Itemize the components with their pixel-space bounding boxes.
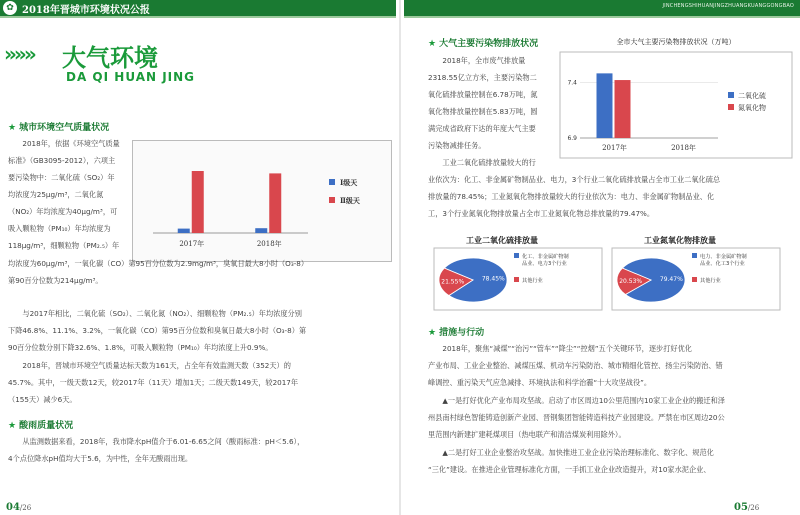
legend-swatch xyxy=(728,92,734,98)
text-line: ▲一是打好优化产业布局攻坚战。启动了市区周边10公里范围内10家工业企业的搬迁和泽 xyxy=(442,396,725,405)
bar-0-0 xyxy=(597,73,613,138)
text-line: “三化”建设。在推进企业管理标准化方面，一手抓工业企业改造提升，对10家水泥企业、 xyxy=(428,465,711,474)
text-line: 吸入颗粒物（PM₁₀）年均浓度为 xyxy=(8,224,111,233)
air-days-chart-svg xyxy=(133,141,391,261)
text-line: 州县南村绿色智能铸造创新产业园、晋钢集团智能铸造科技产业园建设。严禁在市区周边20公 xyxy=(428,413,725,422)
right-page xyxy=(400,0,800,515)
x-tick-label: 2017年 xyxy=(179,240,205,248)
nox-pie-chart xyxy=(606,234,792,314)
nox-pie-chart-svg xyxy=(606,234,792,314)
pie-title: 工业氮氧化物排放量 xyxy=(644,236,716,245)
air-quality-para-3 xyxy=(8,357,393,408)
legend-swatch xyxy=(514,277,519,282)
right-header-bar xyxy=(404,0,800,16)
star-icon: ★ xyxy=(8,421,17,431)
page-title: 大气环境 xyxy=(62,44,158,72)
text-line: 业依次为：化工、非金属矿物制品业、电力，3个行业二氧化硫排放量占全市工业二氧化硫总 xyxy=(428,175,721,184)
section-heading: ★ 酸雨质量状况 xyxy=(8,421,74,431)
text-line: 第90百分位数为214μg/m³。 xyxy=(8,276,103,285)
legend-label: 电力、非金属矿物制 xyxy=(700,254,747,260)
emission-para-2 xyxy=(428,171,788,222)
text-line: 90百分位数分别下降32.6%、1.8%，可吸入颗粒物（PM₁₀）年均浓度上升0.9%。 xyxy=(8,343,273,352)
text-line: 4个点位降水pH值均大于5.6，为中性，全年无酸雨出现。 xyxy=(8,454,193,463)
star-icon: ★ xyxy=(428,328,437,338)
text-line: 与2017年相比，二氧化硫（SO₂）、二氧化氮（NO₂）、细颗粒物（PM₂.₅）年均浓度分别 xyxy=(22,309,302,318)
legend-label: 品业、电力3个行业 xyxy=(522,261,567,267)
page-number-right: 05/26 xyxy=(734,502,760,513)
section-heading: ★ 城市环境空气质量状况 xyxy=(8,123,110,133)
text-line: 2018年，全市废气排放量 xyxy=(442,56,526,65)
pie-data-label: 78.45% xyxy=(481,275,505,283)
acid-rain-para xyxy=(8,433,393,467)
text-line: 氧化硫排放量控制在6.78万吨，氮 xyxy=(428,90,538,99)
text-line: 从监测数据来看，2018年，我市降水pH值介于6.01-6.65之间（酸雨标准：pH＜5.6）， xyxy=(22,437,305,446)
y-tick-label: 7.4 xyxy=(567,79,577,87)
text-line: 45.7%。其中，一级天数12天，较2017年（11天）增加1天；二级天数149天，较2017年 xyxy=(8,378,299,387)
right-header-rule xyxy=(404,16,800,18)
so2-pie-chart-svg xyxy=(428,234,608,314)
section-heading: ★ 措施与行动 xyxy=(428,328,485,338)
chart-title: 全市大气主要污染物排放状况（万吨） xyxy=(616,38,736,46)
text-line: 标准》（GB3095-2012），六项主 xyxy=(8,156,116,165)
bar-1-1 xyxy=(269,173,281,233)
legend-label: Ⅱ级天 xyxy=(340,196,360,205)
text-line: 工，3个行业氮氧化物排放量占全市工业氮氧化物总排放量的79.47%。 xyxy=(428,209,655,218)
text-line: 2018年，聚焦“减煤”“治污”“管车”“降尘”“控烟”五个关键环节，逐步打好优化 xyxy=(442,344,692,353)
x-tick-label: 2017年 xyxy=(602,144,627,152)
right-header-title: JINCHENGSHIHUANJINGZHUANGKUANGGONGBAO xyxy=(662,3,794,9)
bar-1-0 xyxy=(192,171,204,233)
measures-para-1 xyxy=(428,340,788,391)
text-line: 满完成省政府下达的年度大气主要 xyxy=(428,124,536,133)
page-number-left: 04/26 xyxy=(6,502,32,513)
section-heading: ★ 大气主要污染物排放状况 xyxy=(428,39,539,49)
pie-data-label: 20.53% xyxy=(619,277,643,285)
text-line: 下降46.8%、11.1%、3.2%，一氧化碳（CO）第95百分位数和臭氧日最大8小时（O₃-8）第 xyxy=(8,326,307,335)
text-line: 要污染物中：二氧化硫（SO₂）年 xyxy=(8,173,115,182)
y-tick-label: 6.9 xyxy=(567,135,577,142)
bar-0-1 xyxy=(255,228,267,233)
text-line: 2018年，依据《环境空气质量 xyxy=(22,139,120,148)
pie-title: 工业二氧化硫排放量 xyxy=(466,236,538,245)
legend-label: Ⅰ级天 xyxy=(340,178,358,187)
bar-0-0 xyxy=(178,229,190,233)
legend-swatch xyxy=(329,179,335,185)
legend-swatch xyxy=(692,253,697,258)
text-line: 118μg/m³，细颗粒物（PM₂.₅）年 xyxy=(8,241,120,250)
text-line: 工业二氧化硫排放量较大的行 xyxy=(442,158,536,167)
text-line: 里范围内新建扩建耗煤项目（热电联产和清洁煤炭利用除外）。 xyxy=(428,430,626,439)
text-line: 2018年，晋城市环境空气质量达标天数为161天，占全年有效监测天数（352天）的 xyxy=(22,361,291,370)
measures-para-2 xyxy=(428,392,788,443)
left-header-rule xyxy=(0,16,396,18)
legend-label: 氮氧化物 xyxy=(738,104,766,112)
star-icon: ★ xyxy=(8,123,17,133)
air-quality-para-1-cont xyxy=(8,255,393,289)
air-days-chart xyxy=(132,140,392,262)
air-quality-para-1 xyxy=(8,135,128,254)
pie-data-label: 21.55% xyxy=(441,278,465,286)
legend-swatch xyxy=(692,277,697,282)
chevron-icon: »»» xyxy=(4,42,34,66)
text-line: 污染物减排任务。 xyxy=(428,141,486,150)
legend-swatch xyxy=(728,104,734,110)
text-line: （155天）减少6天。 xyxy=(8,395,77,404)
bar-1-0 xyxy=(615,80,631,138)
legend-swatch xyxy=(514,253,519,258)
measures-para-3 xyxy=(428,444,788,478)
emission-para-1 xyxy=(428,52,552,154)
text-line: 峰调控、重污染天气应急减排、环境执法和科学治霾“十大攻坚战役”。 xyxy=(428,378,652,387)
page-title-pinyin: DA QI HUAN JING xyxy=(66,70,196,84)
emission-para-2-start xyxy=(428,154,552,171)
text-line: 排放量的78.45%；工业氮氧化物排放量较大的行业依次为：电力、非金属矿物制品业、化 xyxy=(428,192,715,201)
left-header-bar xyxy=(0,0,396,16)
text-line: 均浓度为60μg/m³，一氧化碳（CO）第95百分位数为2.9mg/m³，臭氧日最大8小时（O₃-8） xyxy=(8,259,309,268)
x-tick-label: 2018年 xyxy=(256,240,282,248)
so2-pie-chart xyxy=(428,234,608,314)
air-quality-para-2 xyxy=(8,305,393,356)
left-header-title: 2018年晋城市环境状况公报 xyxy=(22,5,150,16)
logo-icon: ✿ xyxy=(3,1,17,15)
text-line: 2318.55亿立方米，主要污染物二 xyxy=(428,73,537,82)
legend-swatch xyxy=(329,197,335,203)
legend-label: 品业、化工3个行业 xyxy=(700,261,745,267)
text-line: （NO₂）年均浓度为40μg/m³，可 xyxy=(8,207,118,216)
text-line: ▲二是打好工业企业整治攻坚战。加快推进工业企业污染治理标准化、数字化、规范化 xyxy=(442,448,714,457)
text-line: 均浓度为25μg/m³，二氧化氮 xyxy=(8,190,104,199)
text-line: 氧化物排放量控制在5.83万吨，圆 xyxy=(428,107,538,116)
pie-data-label: 79.47% xyxy=(659,276,683,284)
legend-label: 其他行业 xyxy=(700,278,721,284)
x-tick-label: 2018年 xyxy=(671,144,696,152)
emission-chart xyxy=(558,34,794,162)
legend-label: 二氧化硫 xyxy=(738,92,766,100)
emission-chart-svg xyxy=(558,34,794,162)
star-icon: ★ xyxy=(428,39,437,49)
legend-label: 其他行业 xyxy=(522,278,543,284)
legend-label: 化工、非金属矿物制 xyxy=(522,254,569,260)
text-line: 产业布局、工业企业整治、减煤压煤、机动车污染防治、城市精细化管控、扬尘污染防治、错 xyxy=(428,361,723,370)
